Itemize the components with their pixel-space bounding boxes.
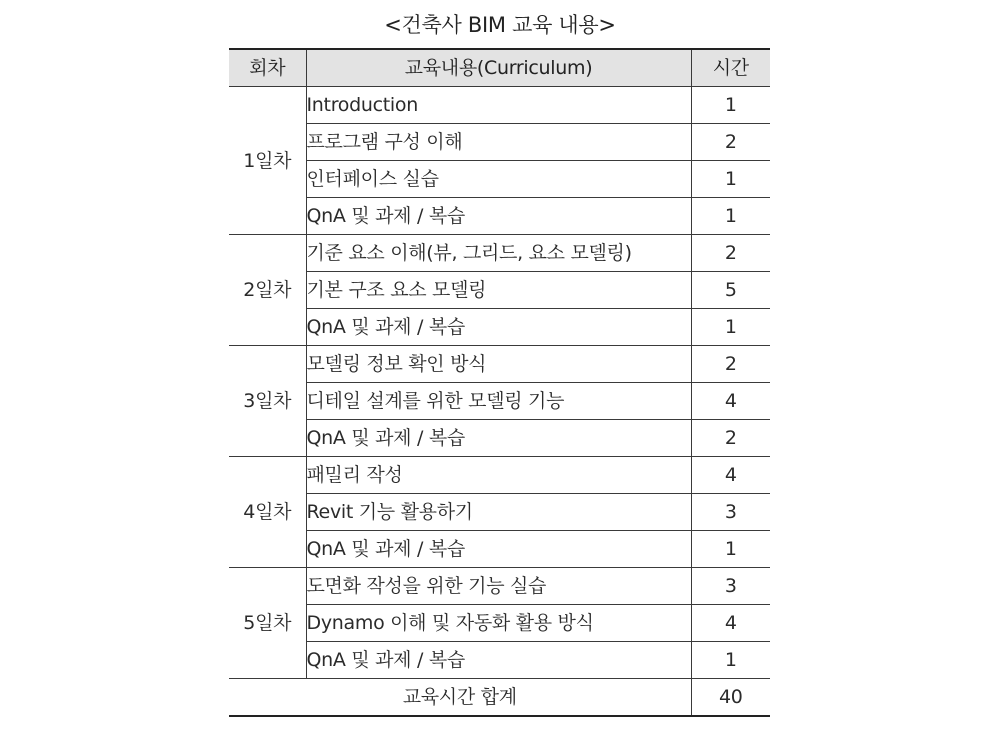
- table-row: [229, 346, 770, 383]
- header-day: 회차: [229, 49, 306, 87]
- table-row: [229, 494, 770, 531]
- content-cell: 도면화 작성을 위한 기능 실습: [306, 568, 691, 605]
- table-row: [229, 531, 770, 568]
- hours-cell: 1: [691, 642, 770, 679]
- total-hours: 40: [691, 679, 770, 717]
- content-cell: 디테일 설계를 위한 모델링 기능: [306, 383, 691, 420]
- table-row: [229, 309, 770, 346]
- hours-cell: 4: [691, 383, 770, 420]
- total-row: [229, 679, 770, 717]
- content-cell: QnA 및 과제 / 복습: [306, 420, 691, 457]
- table-row: [229, 568, 770, 605]
- table-title: <건축사 BIM 교육 내용>: [384, 13, 616, 37]
- content-cell: Introduction: [306, 87, 691, 124]
- content-cell: 인터페이스 실습: [306, 161, 691, 198]
- day-cell: 1일차: [229, 87, 306, 235]
- content-cell: 기준 요소 이해(뷰, 그리드, 요소 모델링): [306, 235, 691, 272]
- content-cell: QnA 및 과제 / 복습: [306, 309, 691, 346]
- hours-cell: 2: [691, 420, 770, 457]
- content-cell: 프로그램 구성 이해: [306, 124, 691, 161]
- content-cell: Revit 기능 활용하기: [306, 494, 691, 531]
- hours-cell: 4: [691, 605, 770, 642]
- hours-cell: 3: [691, 494, 770, 531]
- hours-cell: 1: [691, 309, 770, 346]
- content-cell: QnA 및 과제 / 복습: [306, 642, 691, 679]
- hours-cell: 1: [691, 531, 770, 568]
- hours-cell: 2: [691, 124, 770, 161]
- hours-cell: 1: [691, 87, 770, 124]
- day-cell: 4일차: [229, 457, 306, 568]
- content-cell: 모델링 정보 확인 방식: [306, 346, 691, 383]
- header-content: 교육내용(Curriculum): [306, 49, 691, 87]
- hours-cell: 5: [691, 272, 770, 309]
- table-row: [229, 457, 770, 494]
- table-row: [229, 420, 770, 457]
- content-cell: QnA 및 과제 / 복습: [306, 531, 691, 568]
- table-row: [229, 198, 770, 235]
- curriculum-table: [229, 48, 770, 717]
- day-cell: 5일차: [229, 568, 306, 679]
- hours-cell: 2: [691, 235, 770, 272]
- table-body: [229, 87, 770, 717]
- table-row: [229, 235, 770, 272]
- table-row: [229, 272, 770, 309]
- content-cell: Dynamo 이해 및 자동화 활용 방식: [306, 605, 691, 642]
- total-label: 교육시간 합계: [229, 679, 691, 717]
- header-row: [229, 49, 770, 87]
- header-hours: 시간: [691, 49, 770, 87]
- content-cell: 패밀리 작성: [306, 457, 691, 494]
- content-cell: 기본 구조 요소 모델링: [306, 272, 691, 309]
- table-row: [229, 605, 770, 642]
- table-row: [229, 124, 770, 161]
- day-cell: 3일차: [229, 346, 306, 457]
- hours-cell: 2: [691, 346, 770, 383]
- table-row: [229, 87, 770, 124]
- hours-cell: 1: [691, 161, 770, 198]
- day-cell: 2일차: [229, 235, 306, 346]
- hours-cell: 4: [691, 457, 770, 494]
- content-cell: QnA 및 과제 / 복습: [306, 198, 691, 235]
- hours-cell: 3: [691, 568, 770, 605]
- table-row: [229, 383, 770, 420]
- hours-cell: 1: [691, 198, 770, 235]
- table-row: [229, 642, 770, 679]
- table-row: [229, 161, 770, 198]
